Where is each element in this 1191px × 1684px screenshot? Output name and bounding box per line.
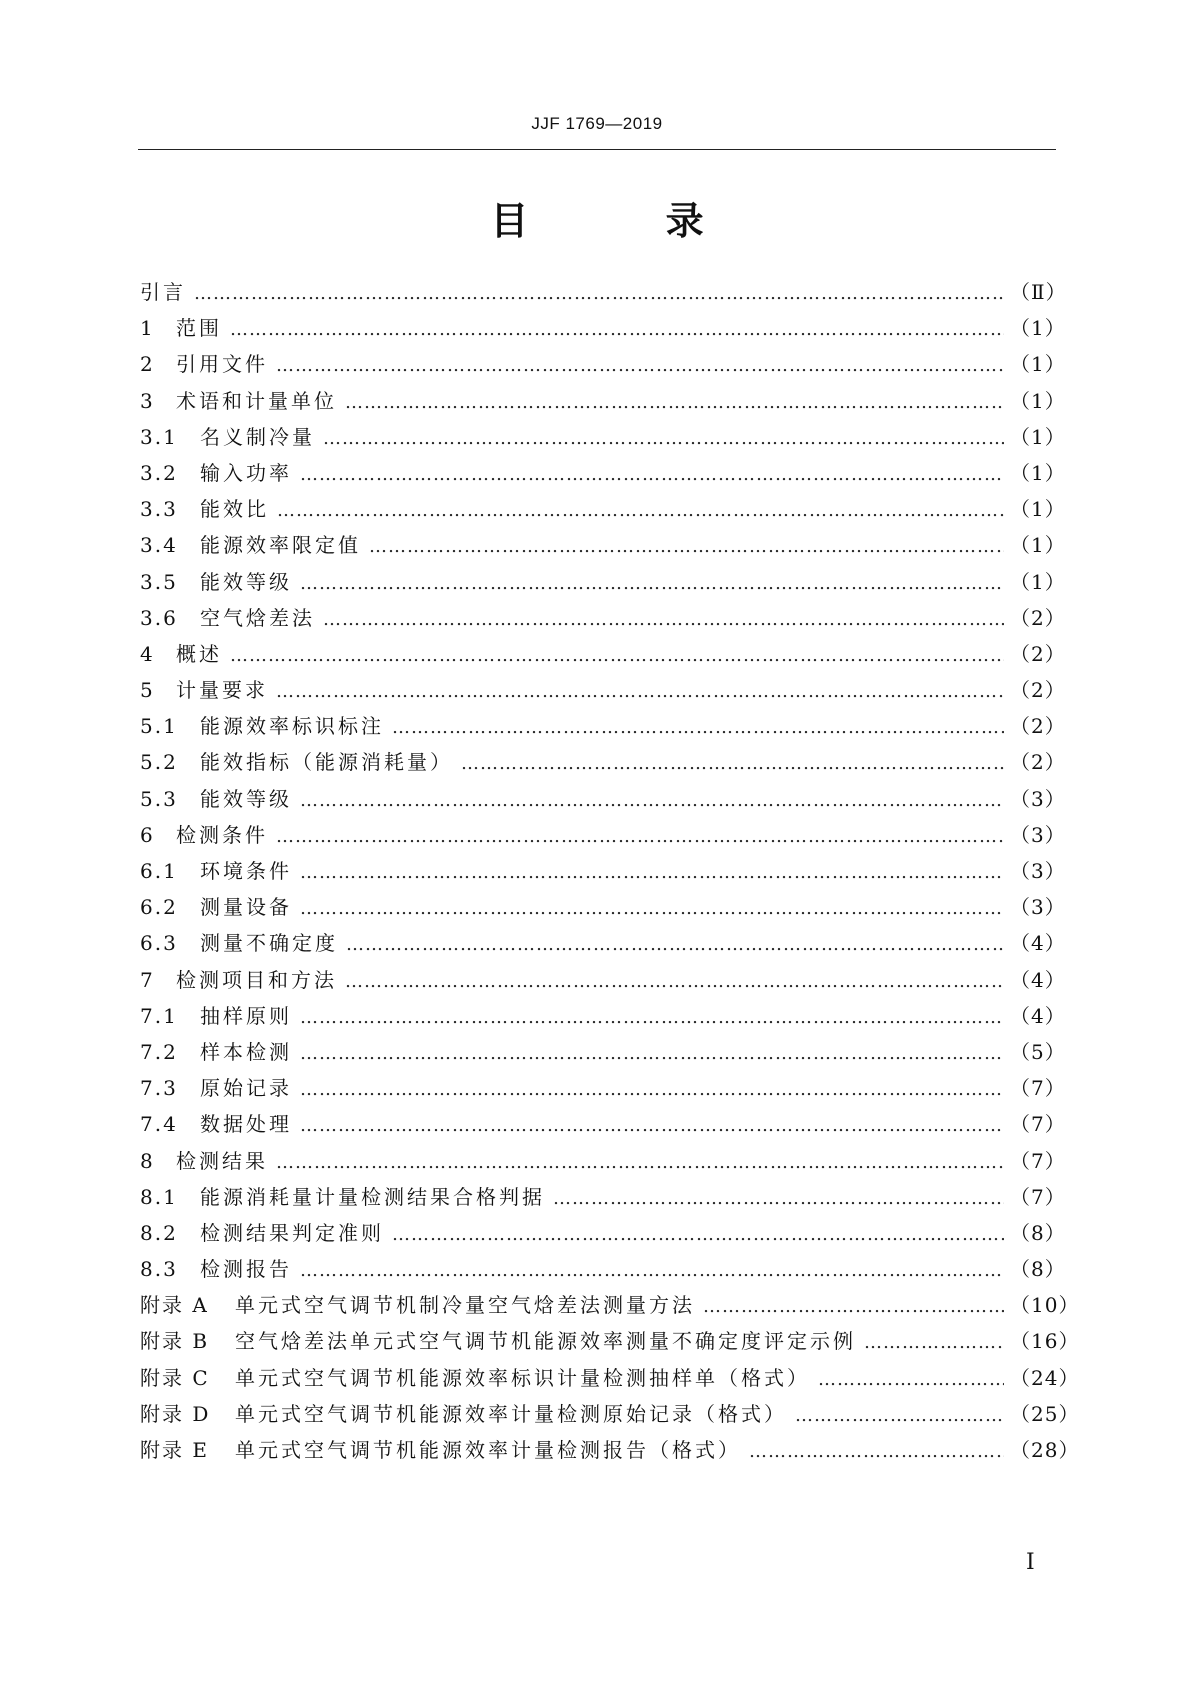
toc-entry-page: （4） bbox=[1010, 1003, 1066, 1028]
toc-entry-label: 空气焓差法 bbox=[200, 605, 315, 630]
toc-leader-dots bbox=[300, 790, 1004, 811]
toc-entry-number: 7 bbox=[140, 967, 155, 992]
toc-leader-dots bbox=[300, 862, 1004, 883]
toc-entry-label: 样本检测 bbox=[200, 1039, 292, 1064]
toc-entry-page: （1） bbox=[1010, 497, 1066, 522]
toc-entry-page: （3） bbox=[1010, 895, 1066, 920]
toc-entry[interactable] bbox=[140, 710, 1066, 746]
toc-entry-label: 范围 bbox=[176, 316, 222, 341]
toc-entry-number: 7.1 bbox=[140, 1003, 178, 1028]
toc-leader-dots bbox=[461, 753, 1004, 774]
toc-entry-page: （1） bbox=[1010, 460, 1066, 485]
toc-entry-page: （2） bbox=[1010, 714, 1066, 739]
toc-entry-label: 单元式空气调节机制冷量空气焓差法测量方法 bbox=[235, 1293, 695, 1318]
toc-entry-page: （1） bbox=[1010, 352, 1066, 377]
toc-entry-number: 附录 B bbox=[140, 1329, 210, 1354]
toc-entry[interactable] bbox=[140, 1108, 1066, 1144]
toc-entry-number: 6.3 bbox=[140, 931, 178, 956]
toc-leader-dots bbox=[230, 645, 1004, 666]
toc-entry[interactable] bbox=[140, 1145, 1066, 1181]
toc-entry-page: （24） bbox=[1010, 1365, 1080, 1390]
toc-leader-dots bbox=[300, 464, 1004, 485]
toc-leader-dots bbox=[345, 971, 1004, 992]
toc-entry-page: （3） bbox=[1010, 822, 1066, 847]
toc-entry-number: 6.2 bbox=[140, 895, 178, 920]
toc-leader-dots bbox=[300, 1043, 1004, 1064]
toc-entry-label: 数据处理 bbox=[200, 1112, 292, 1137]
toc-entry-label: 引言 bbox=[140, 280, 186, 304]
toc-entry-label: 能源效率限定值 bbox=[200, 533, 361, 558]
toc-entry-label: 能源效率标识标注 bbox=[200, 714, 384, 739]
toc-entry-label: 原始记录 bbox=[200, 1076, 292, 1101]
toc-entry[interactable] bbox=[140, 312, 1066, 348]
toc-entry-number: 8.3 bbox=[140, 1257, 178, 1282]
toc-entry-label: 抽样原则 bbox=[200, 1003, 292, 1028]
toc-leader-dots bbox=[300, 1115, 1004, 1136]
toc-entry-label: 测量设备 bbox=[200, 895, 292, 920]
toc-entry-page: （3） bbox=[1010, 859, 1066, 883]
toc-leader-dots bbox=[300, 1079, 1004, 1100]
toc-entry-label: 计量要求 bbox=[176, 678, 268, 703]
toc-entry-label: 检测报告 bbox=[200, 1257, 292, 1282]
toc-entry-number: 附录 D bbox=[140, 1401, 211, 1426]
toc-entry[interactable] bbox=[140, 385, 1066, 421]
toc-entry[interactable] bbox=[140, 1398, 1080, 1434]
toc-entry-label: 能效等级 bbox=[200, 786, 292, 811]
toc-leader-dots bbox=[345, 392, 1004, 413]
toc-entry-label: 单元式空气调节机能源效率计量检测报告（格式） bbox=[235, 1438, 741, 1462]
toc-leader-dots bbox=[300, 1007, 1004, 1028]
toc-entry[interactable] bbox=[140, 1000, 1066, 1036]
toc-entry-page: （10） bbox=[1010, 1293, 1080, 1318]
toc-entry[interactable] bbox=[140, 1362, 1080, 1398]
toc-entry-page: （7） bbox=[1010, 1076, 1066, 1101]
toc-entry-label: 名义制冷量 bbox=[200, 424, 315, 449]
toc-entry-label: 环境条件 bbox=[200, 859, 292, 883]
toc-entry-number: 附录 A bbox=[140, 1293, 209, 1318]
toc-entry[interactable] bbox=[140, 421, 1066, 457]
toc-leader-dots bbox=[230, 319, 1004, 340]
toc-leader-dots bbox=[749, 1441, 1004, 1462]
toc-entry[interactable] bbox=[140, 638, 1066, 674]
toc-leader-dots bbox=[795, 1405, 1004, 1426]
toc-entry[interactable] bbox=[140, 927, 1066, 963]
toc-entry-label: 输入功率 bbox=[200, 460, 292, 485]
toc-entry-page: （25） bbox=[1010, 1401, 1080, 1426]
toc-leader-dots bbox=[864, 1332, 1004, 1353]
toc-entry-page: （7） bbox=[1010, 1148, 1066, 1173]
document-code-header: JJF 1769—2019 bbox=[531, 114, 663, 133]
toc-entry[interactable] bbox=[140, 493, 1066, 529]
toc-entry[interactable] bbox=[140, 1253, 1066, 1289]
toc-entry-page: （28） bbox=[1010, 1438, 1080, 1462]
page-title: 目 录 bbox=[490, 199, 766, 243]
toc-leader-dots bbox=[818, 1369, 1004, 1390]
toc-entry-number: 3 bbox=[140, 388, 155, 413]
toc-entry[interactable] bbox=[140, 674, 1066, 710]
toc-entry-number: 5.1 bbox=[140, 714, 178, 739]
toc-entry-page: （16） bbox=[1010, 1329, 1080, 1354]
toc-entry[interactable] bbox=[140, 783, 1066, 819]
toc-entry-page: （7） bbox=[1010, 1184, 1066, 1209]
toc-entry-number: 3.6 bbox=[140, 605, 178, 630]
toc-entry-page: （2） bbox=[1010, 605, 1066, 630]
toc-entry[interactable] bbox=[140, 457, 1066, 493]
toc-entry[interactable] bbox=[140, 348, 1066, 384]
toc-entry-label: 能效指标（能源消耗量） bbox=[200, 750, 453, 775]
toc-leader-dots bbox=[553, 1188, 1004, 1209]
toc-entry[interactable] bbox=[140, 891, 1066, 927]
toc-leader-dots bbox=[323, 609, 1004, 630]
toc-entry[interactable] bbox=[140, 746, 1066, 782]
toc-entry-page: （2） bbox=[1010, 750, 1066, 775]
toc-entry-page: （8） bbox=[1010, 1257, 1066, 1282]
toc-entry-number: 3.1 bbox=[140, 424, 178, 449]
toc-entry[interactable] bbox=[140, 566, 1066, 602]
toc-entry-number: 7.2 bbox=[140, 1039, 178, 1064]
toc-entry-page: （Ⅱ） bbox=[1010, 280, 1067, 304]
toc-entry[interactable] bbox=[140, 1217, 1066, 1253]
toc-entry-page: （1） bbox=[1010, 316, 1066, 341]
toc-entry-page: （7） bbox=[1010, 1112, 1066, 1137]
toc-entry[interactable] bbox=[140, 1325, 1080, 1361]
toc-entry-number: 5 bbox=[140, 678, 155, 703]
toc-leader-dots bbox=[392, 1224, 1004, 1245]
toc-entry-label: 空气焓差法单元式空气调节机能源效率测量不确定度评定示例 bbox=[235, 1329, 856, 1354]
toc-entry-number: 1 bbox=[140, 316, 155, 341]
toc-entry[interactable] bbox=[140, 602, 1066, 638]
toc-entry-page: （2） bbox=[1010, 678, 1066, 703]
toc-leader-dots bbox=[300, 898, 1004, 919]
toc-entry-number: 3.3 bbox=[140, 497, 178, 522]
toc-entry-number: 8 bbox=[140, 1148, 155, 1173]
toc-entry-number: 附录 E bbox=[140, 1438, 209, 1462]
toc-leader-dots bbox=[276, 826, 1004, 847]
toc-entry-label: 单元式空气调节机能源效率标识计量检测抽样单（格式） bbox=[235, 1365, 810, 1390]
toc-entry-page: （1） bbox=[1010, 388, 1066, 413]
toc-entry-number: 7.4 bbox=[140, 1112, 178, 1137]
toc-entry-label: 检测项目和方法 bbox=[176, 967, 337, 992]
toc-leader-dots bbox=[276, 1152, 1004, 1173]
toc-entry-number: 6.1 bbox=[140, 859, 178, 883]
toc-entry-label: 能源消耗量计量检测结果合格判据 bbox=[200, 1184, 545, 1209]
toc-leader-dots bbox=[346, 934, 1004, 955]
toc-entry[interactable] bbox=[140, 276, 1067, 312]
toc-entry-number: 4 bbox=[140, 641, 155, 666]
toc-entry-number: 5.2 bbox=[140, 750, 178, 775]
toc-entry-label: 能效等级 bbox=[200, 569, 292, 594]
toc-entry-page: （2） bbox=[1010, 641, 1066, 666]
toc-entry-number: 2 bbox=[140, 352, 155, 377]
toc-entry-number: 3.5 bbox=[140, 569, 178, 594]
toc-entry-label: 能效比 bbox=[200, 497, 269, 522]
toc-entry-label: 术语和计量单位 bbox=[176, 388, 337, 413]
toc-entry[interactable] bbox=[140, 1181, 1066, 1217]
toc-entry-label: 检测结果 bbox=[176, 1148, 268, 1173]
toc-entry-label: 引用文件 bbox=[176, 352, 268, 377]
toc-entry-number: 5.3 bbox=[140, 786, 178, 811]
toc-entry-label: 测量不确定度 bbox=[200, 931, 338, 956]
toc-entry-page: （5） bbox=[1010, 1039, 1066, 1064]
toc-entry-number: 8.1 bbox=[140, 1184, 178, 1209]
toc-entry[interactable] bbox=[140, 1072, 1066, 1108]
toc-entry-page: （3） bbox=[1010, 786, 1066, 811]
toc-entry[interactable] bbox=[140, 529, 1066, 565]
toc-entry[interactable] bbox=[140, 1289, 1080, 1325]
header-rule bbox=[138, 149, 1056, 150]
toc-leader-dots bbox=[276, 681, 1004, 702]
toc-leader-dots bbox=[392, 717, 1004, 738]
toc-leader-dots bbox=[703, 1296, 1004, 1317]
toc-leader-dots bbox=[323, 428, 1004, 449]
toc-entry-number: 附录 C bbox=[140, 1365, 210, 1390]
toc-entry-number: 7.3 bbox=[140, 1076, 178, 1101]
toc-leader-dots bbox=[369, 536, 1004, 557]
table-of-contents bbox=[140, 276, 1080, 1470]
toc-entry[interactable] bbox=[140, 1434, 1080, 1470]
toc-entry-label: 检测条件 bbox=[176, 822, 268, 847]
toc-entry-label: 检测结果判定准则 bbox=[200, 1220, 384, 1245]
toc-entry-label: 概述 bbox=[176, 641, 222, 666]
toc-leader-dots bbox=[300, 573, 1004, 594]
toc-entry-page: （8） bbox=[1010, 1220, 1066, 1245]
toc-entry-page: （1） bbox=[1010, 569, 1066, 594]
toc-entry[interactable] bbox=[140, 964, 1066, 1000]
toc-entry-number: 8.2 bbox=[140, 1220, 178, 1245]
toc-entry-page: （4） bbox=[1010, 967, 1066, 992]
toc-entry-page: （4） bbox=[1010, 931, 1066, 956]
toc-leader-dots bbox=[276, 355, 1004, 376]
toc-leader-dots bbox=[194, 283, 1004, 304]
toc-entry[interactable] bbox=[140, 1036, 1066, 1072]
toc-entry-number: 6 bbox=[140, 822, 155, 847]
toc-entry-page: （1） bbox=[1010, 424, 1066, 449]
toc-entry-number: 3.2 bbox=[140, 460, 178, 485]
page-folio: Ⅰ bbox=[1026, 1550, 1035, 1575]
toc-entry-number: 3.4 bbox=[140, 533, 178, 558]
toc-leader-dots bbox=[300, 1260, 1004, 1281]
toc-entry[interactable] bbox=[140, 819, 1066, 855]
toc-entry[interactable] bbox=[140, 855, 1066, 891]
toc-entry-label: 单元式空气调节机能源效率计量检测原始记录（格式） bbox=[235, 1401, 787, 1426]
toc-entry-page: （1） bbox=[1010, 533, 1066, 558]
toc-leader-dots bbox=[277, 500, 1004, 521]
